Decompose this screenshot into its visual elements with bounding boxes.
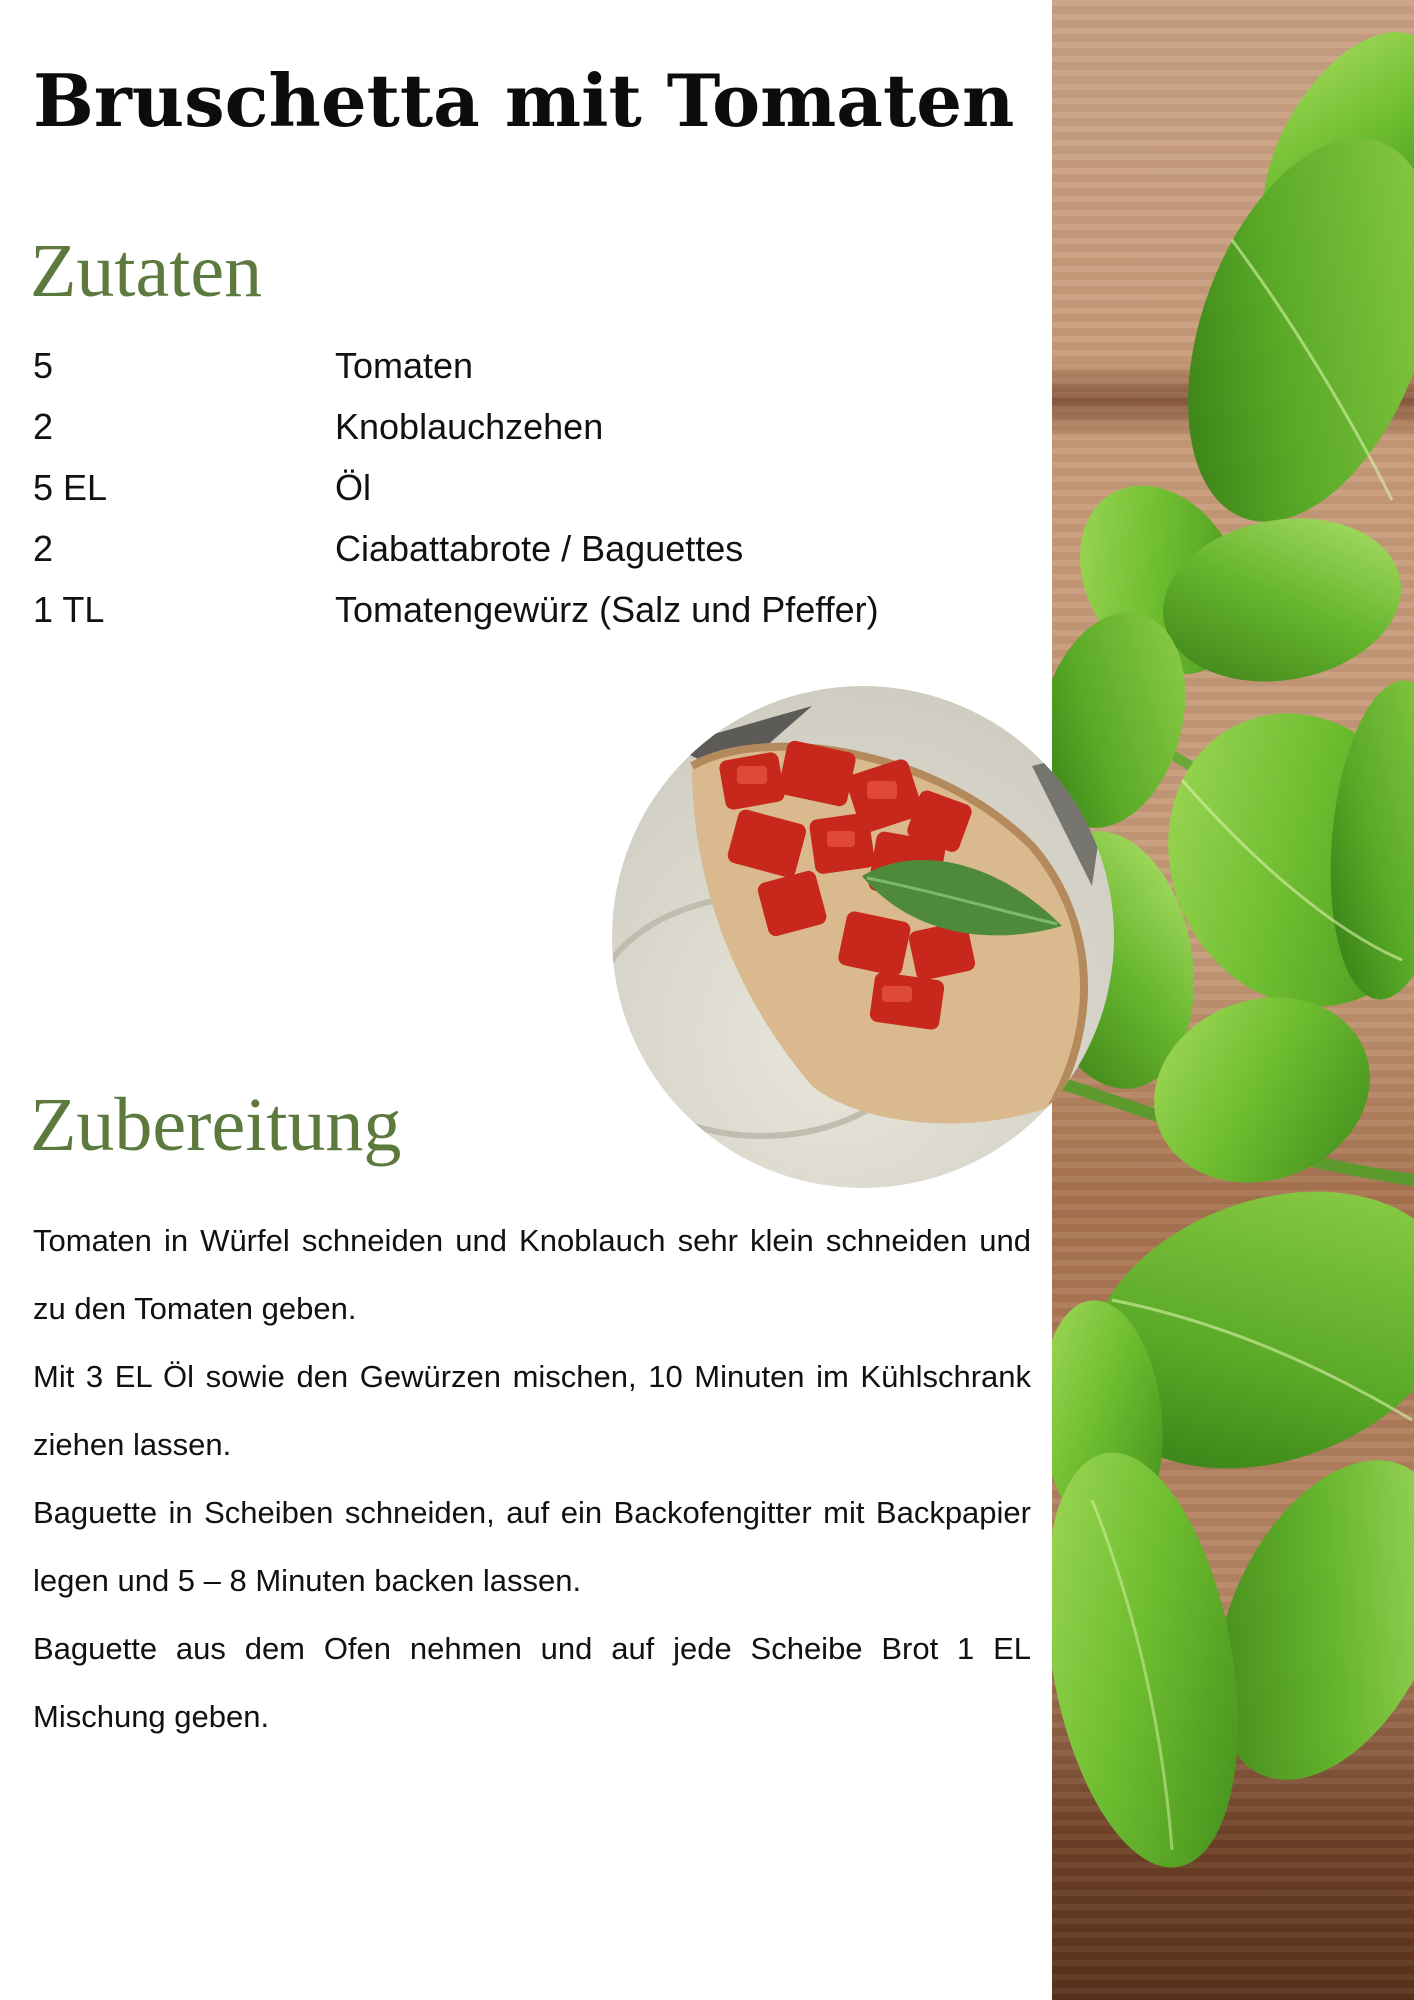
ingredient-quantity: 5	[33, 345, 54, 386]
ingredients-list	[33, 340, 1033, 645]
bruschetta-photo	[612, 686, 1114, 1188]
preparation-step: Baguette in Scheiben schneiden, auf ein Backofengitter mit Backpapier legen und 5 – 8 Minuten backen lassen.	[33, 1495, 1031, 1598]
ingredient-quantity: 5 EL	[33, 467, 108, 508]
ingredient-quantity: 1 TL	[33, 589, 105, 630]
recipe-title: Bruschetta mit Tomaten	[33, 58, 1015, 143]
ingredient-quantity: 2	[33, 528, 54, 569]
preparation-heading: Zubereitung	[30, 1083, 402, 1167]
ingredient-row	[33, 401, 1033, 462]
preparation-step: Tomaten in Würfel schneiden und Knoblauch sehr klein schneiden und zu den Tomaten geben.	[33, 1223, 1031, 1326]
ingredient-row	[33, 584, 1033, 645]
ingredient-name: Öl	[335, 467, 371, 508]
bruschetta-illustration	[612, 686, 1114, 1188]
ingredient-name: Tomaten	[335, 345, 474, 386]
preparation-step: Baguette aus dem Ofen nehmen und auf jede Scheibe Brot 1 EL Mischung geben.	[33, 1631, 1031, 1734]
ingredient-row	[33, 462, 1033, 523]
ingredient-name: Knoblauchzehen	[335, 406, 604, 447]
ingredients-heading: Zutaten	[30, 229, 263, 313]
ingredient-name: Ciabattabrote / Baguettes	[335, 528, 744, 569]
ingredient-name: Tomatengewürz (Salz und Pfeffer)	[335, 589, 879, 630]
preparation-steps	[33, 1207, 1031, 1751]
ingredient-row	[33, 340, 1033, 401]
ingredient-quantity: 2	[33, 406, 54, 447]
ingredient-row	[33, 523, 1033, 584]
preparation-step: Mit 3 EL Öl sowie den Gewürzen mischen, 10 Minuten im Kühlschrank ziehen lassen.	[33, 1359, 1031, 1462]
